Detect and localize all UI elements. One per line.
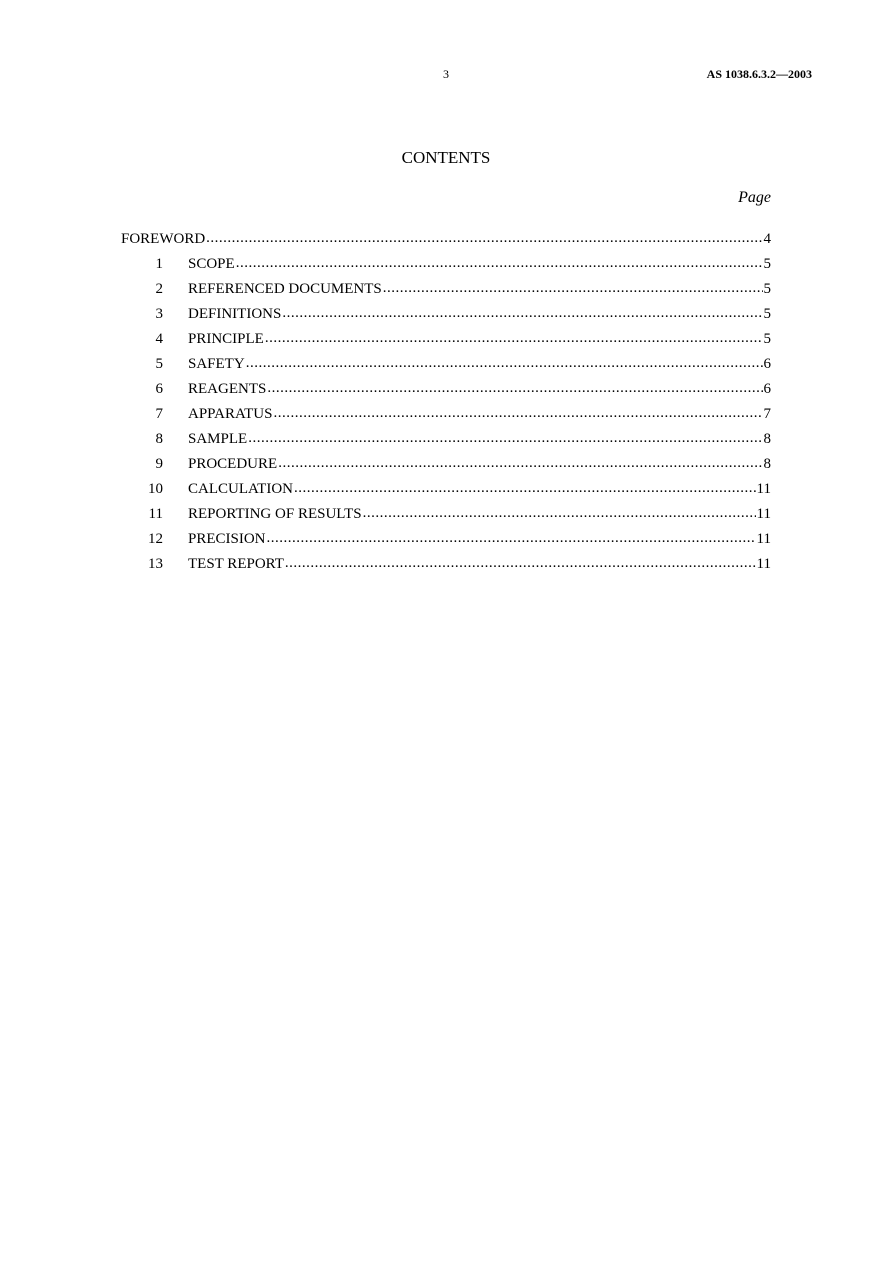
dot-leader [274,402,763,424]
toc-entry-page: 8 [763,431,771,447]
toc-entry-page: 11 [756,506,771,522]
toc-entry-number: 13 [148,556,163,572]
toc-entry[interactable] [121,453,771,478]
toc-entry[interactable] [121,328,771,353]
toc-entry-title: PROCEDURE [188,456,278,472]
dot-leader [383,277,763,299]
toc-entry-number: 11 [148,506,163,522]
toc-entry[interactable] [121,553,771,578]
toc-entry-title: FOREWORD [121,231,206,247]
toc-entry[interactable] [121,403,771,428]
toc-entry-number: 6 [155,381,163,397]
dot-leader [246,352,763,374]
toc-entry-title: CALCULATION [188,481,293,497]
dot-leader [363,502,756,524]
toc-entry-number: 4 [155,331,163,347]
toc-entry-page: 4 [763,231,771,247]
toc-entry-title: APPARATUS [188,406,273,422]
toc-entry-title: REFERENCED DOCUMENTS [188,281,382,297]
toc-entry[interactable] [121,253,771,278]
dot-leader [278,452,762,474]
toc-entry-page: 7 [763,406,771,422]
dot-leader [267,527,756,549]
page-number: 3 [443,67,449,81]
toc-entry-page: 8 [763,456,771,472]
toc-entry-number: 3 [155,306,163,322]
toc-entry-number: 9 [155,456,163,472]
toc-entry-number: 10 [148,481,163,497]
contents-heading: CONTENTS [401,148,491,167]
toc-entry-title: TEST REPORT [188,556,284,572]
table-of-contents [121,228,771,578]
toc-entry[interactable] [121,303,771,328]
toc-entry-page: 11 [756,531,771,547]
toc-entry[interactable] [121,428,771,453]
toc-entry-title: PRECISION [188,531,266,547]
toc-entry-number: 7 [155,406,163,422]
toc-entry-title: DEFINITIONS [188,306,282,322]
toc-entry-number: 2 [155,281,163,297]
toc-entry-number: 12 [148,531,163,547]
dot-leader [282,302,762,324]
toc-entry-foreword[interactable] [121,228,771,253]
toc-entry[interactable] [121,378,771,403]
toc-entry-number: 5 [155,356,163,372]
dot-leader [206,227,762,249]
toc-entry-page: 5 [763,281,771,297]
toc-entry-page: 6 [763,356,771,372]
toc-entry-page: 6 [763,381,771,397]
toc-entry[interactable] [121,528,771,553]
toc-entry-title: REPORTING OF RESULTS [188,506,362,522]
toc-entry[interactable] [121,278,771,303]
dot-leader [236,252,763,274]
dot-leader [285,552,756,574]
toc-entry[interactable] [121,478,771,503]
toc-entry-page: 5 [763,256,771,272]
toc-entry-title: REAGENTS [188,381,267,397]
dot-leader [265,327,763,349]
page-column-label: Page [738,189,771,206]
dot-leader [294,477,756,499]
dot-leader [267,377,762,399]
toc-entry-page: 5 [763,331,771,347]
toc-entry-title: SCOPE [188,256,235,272]
toc-entry-number: 1 [155,256,163,272]
document-identifier: AS 1038.6.3.2—2003 [706,67,812,81]
toc-entry-page: 11 [756,556,771,572]
toc-entry-title: SAFETY [188,356,245,372]
toc-entry-title: SAMPLE [188,431,248,447]
toc-entry-number: 8 [155,431,163,447]
toc-entry-page: 11 [756,481,771,497]
toc-entry-title: PRINCIPLE [188,331,264,347]
toc-entry[interactable] [121,353,771,378]
toc-entry[interactable] [121,503,771,528]
dot-leader [248,427,762,449]
toc-entry-page: 5 [763,306,771,322]
